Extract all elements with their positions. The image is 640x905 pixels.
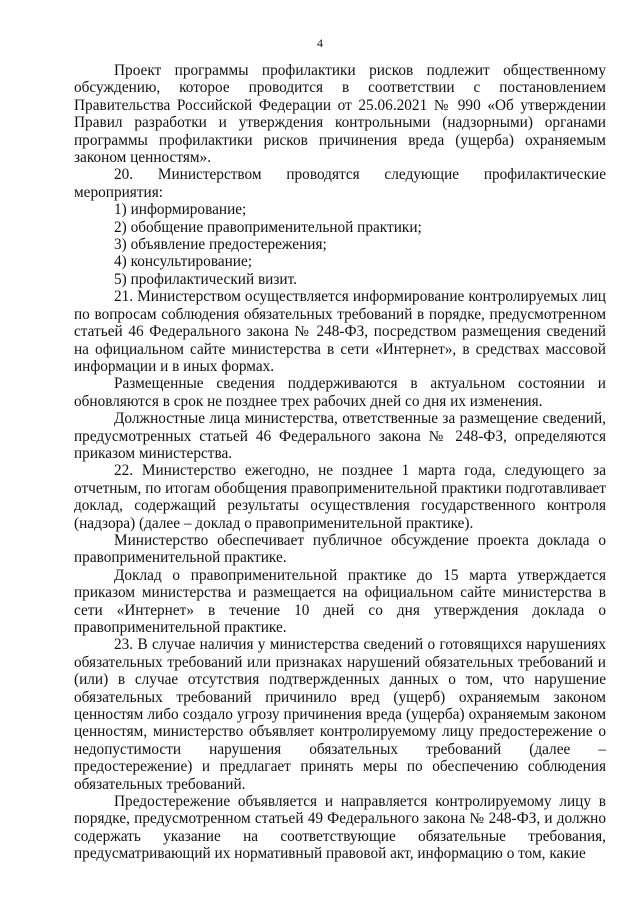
paragraph-responsible-officials: Должностные лица министерства, ответственные за размещение сведений, предусмотренных статьей 46 Федерального закона № 248-ФЗ, определяются приказом министерства. (74, 410, 606, 462)
page-number: 4 (317, 36, 323, 50)
paragraph-public-discussion: Министерство обеспечивает публичное обсуждение проекта доклада о правоприменительной практике. (74, 531, 606, 567)
paragraph-item-22: 22. Министерство ежегодно, не позднее 1 марта года, следующего за отчетным, по итогам обобщения правоприменительной практики подготавливает доклад, содержащий результаты осуществления государственного контроля (надзора) (далее – доклад о правоприменительной практике). (74, 462, 606, 532)
paragraph-info-updates: Размещенные сведения поддерживаются в актуальном состоянии и обновляются в срок не позднее трех рабочих дней со дня их изменения. (74, 375, 606, 410)
paragraph-warning-procedure: Предостережение объявляется и направляется контролируемому лицу в порядке, предусмотренном статьей 49 Федерального закона № 248-ФЗ, и должно содержать указание на соответствующие обязательные требования, предусматривающий их нормативный правовой акт, информацию о том, какие (74, 793, 606, 863)
document-body (74, 62, 606, 863)
paragraph-report-approval: Доклад о правоприменительной практике до 15 марта утверждается приказом министерства и размещается на официальном сайте министерства в сети «Интернет» в течение 10 дней со дня утверждения доклада о правоприменительной практике. (74, 566, 606, 636)
paragraph-item-20: 20. Министерством проводятся следующие профилактические мероприятия: (74, 166, 606, 201)
list-item-warning: 3) объявление предостережения; (114, 236, 327, 254)
paragraph-program-discussion: Проект программы профилактики рисков подлежит общественному обсуждению, которое проводится в соответствии с постановлением Правительства Российской Федерации от 25.06.2021 № 990 «Об утверждении Правил разработки и утверждения контрольными (надзорными) органами программы профилактики рисков причинения вреда (ущерба) охраняемым законом ценностям». (74, 62, 606, 167)
list-item-visit: 5) профилактический визит. (114, 270, 297, 288)
list-item-consulting: 4) консультирование; (114, 253, 253, 271)
list-item-generalization: 2) обобщение правоприменительной практики; (114, 218, 422, 236)
list-item-informing: 1) информирование; (114, 201, 247, 219)
paragraph-item-21: 21. Министерством осуществляется информирование контролируемых лиц по вопросам соблюдения обязательных требований в порядке, предусмотренном статьей 46 Федерального закона № 248-ФЗ, посредством размещения сведений на официальном сайте министерства в сети «Интернет», в средствах массовой информации и в иных формах. (74, 288, 606, 375)
paragraph-item-23: 23. В случае наличия у министерства сведений о готовящихся нарушениях обязательных требований или признаках нарушений обязательных требований и (или) в случае отсутствия подтвержденных данных о том, что нарушение обязательных требований причинило вред (ущерб) охраняемым законом ценностям либо создало угрозу причинения вреда (ущерба) охраняемым законом ценностям, министерство объявляет контролируемому лицу предостережение о недопустимости нарушения обязательных требований (далее – предостережение) и предлагает принять меры по обеспечению соблюдения обязательных требований. (74, 636, 606, 793)
